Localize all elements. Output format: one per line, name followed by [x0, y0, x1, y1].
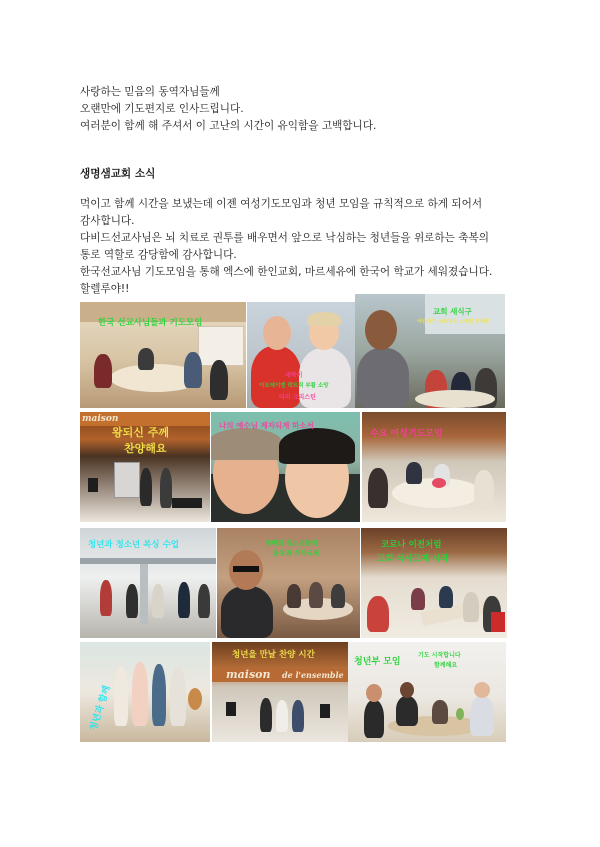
greeting-line-2: 오랜만에 기도편지로 인사드립니다. [80, 103, 244, 115]
photo-youth-group [348, 642, 506, 742]
caption-youth-meal-2: 운동과 식사교제 [273, 549, 320, 557]
caption-couple-2: 이트에이엔 락트릭 부활 소망 [259, 383, 329, 389]
body-line-1: 먹이고 함께 시간을 보냈는데 이젠 여성기도모임과 청년 모임을 규칙적으로 하게 되어서 [80, 198, 483, 210]
caption-church-meal-2: 교회 식사교제 시작 [377, 554, 449, 564]
photo-worship [80, 412, 210, 522]
caption-with-youth: 청년과 함께 [88, 684, 113, 733]
photo-church-meal [361, 528, 507, 638]
body-line-4: 통로 역할로 감당함에 감사합니다. [80, 249, 237, 261]
caption-church-meal-1: 코로나 이전처럼 [381, 540, 442, 550]
caption-youth-group-3: 함께해요 [434, 662, 458, 669]
body-line-6: 할렐루야!! [80, 283, 130, 295]
caption-worship-2: 찬양해요 [124, 442, 167, 455]
photo-youth-meal [217, 528, 360, 638]
caption-prayer-meeting: 한국 선교사님들과 기도모임 [98, 318, 203, 328]
greeting-line-3: 여러분이 함께 해 주셔서 이 고난의 시간이 유익함을 고백합니다. [80, 120, 377, 132]
caption-women-prayer: 수요 여성기도모임 [370, 429, 443, 439]
photo-couple [247, 302, 355, 408]
caption-new-members-2: 어린아인 세트지우 스페인 모레로 [417, 319, 490, 325]
photo-boxing [80, 528, 216, 638]
body-line-2: 감사합니다. [80, 215, 135, 227]
sign-ensemble: de l'ensemble [282, 670, 344, 680]
photo-new-members [355, 294, 505, 408]
photo-prayer-meeting [80, 302, 246, 408]
sign-maison-2: maison [226, 668, 271, 681]
greeting-line-1: 사랑하는 믿음의 동역자님들께 [80, 86, 220, 98]
body-line-5: 한국선교사님 기도모임을 통해 엑스에 한인교회, 마르세유에 한국어 학교가 세워졌습니다. [80, 266, 493, 278]
sign-maison: maison [82, 414, 119, 424]
photo-with-youth [80, 642, 210, 742]
caption-worship-1: 왕되신 주께 [112, 426, 169, 439]
caption-new-members-1: 교회 새식구 [433, 307, 472, 316]
body-line-3: 다비드선교사님은 뇌 치료로 권투를 배우면서 앞으로 낙심하는 청년들을 위로하는 축복의 [80, 232, 489, 244]
photo-women-prayer [362, 412, 506, 522]
caption-youth-meal-1: 청현과 청소년들의 [265, 539, 318, 547]
caption-couple-1: 세락이 [285, 372, 303, 379]
photo-selfie [211, 412, 360, 522]
caption-couple-3: 마리 크리스틴 [279, 394, 316, 401]
caption-youth-group-2: 기도 시작합니다 [418, 652, 461, 659]
caption-youth-praise: 청년을 만날 찬양 시간 [232, 650, 315, 660]
photo-youth-praise [212, 642, 348, 742]
caption-selfie: 나의 예수님 제자되게 하소서 [219, 421, 314, 430]
section-title: 생명샘교회 소식 [80, 168, 156, 180]
caption-youth-group-1: 청년부 모임 [354, 657, 401, 667]
caption-boxing: 청년과 청소년 복싱 수업 [88, 540, 179, 550]
